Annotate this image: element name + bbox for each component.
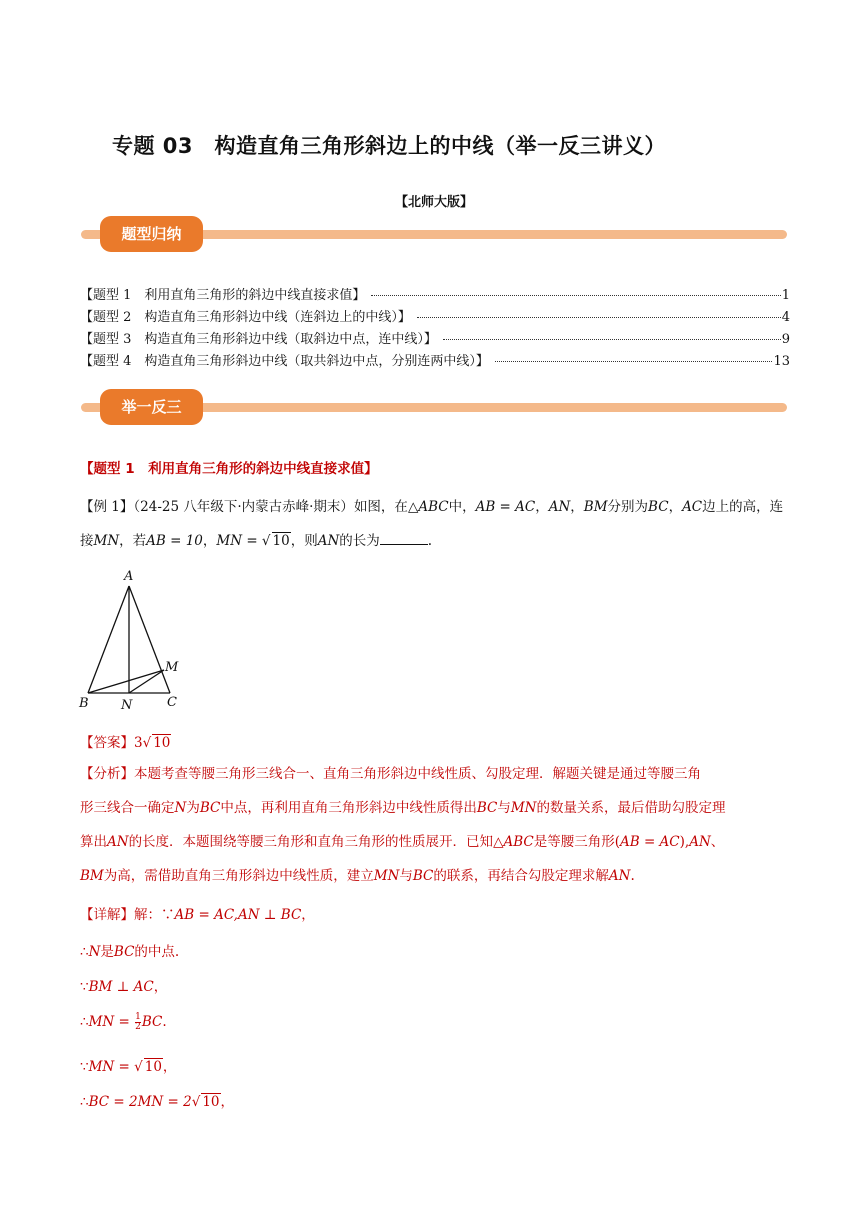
analysis-label: 【分析】 xyxy=(80,766,134,782)
toc-leader-dots xyxy=(443,339,781,340)
example-question: 【例 1】（24-25 八年级下·内蒙古赤峰·期末）如图，在△ABC中，AB = AC，AN，BM分别为BC，AC边上的高，连接MN，若AB = 10，MN = √ 10，则AN的长为 . xyxy=(80,499,784,549)
vertex-label-m: M xyxy=(165,660,179,675)
detail-line-3: ∵BM ⊥ AC， xyxy=(80,979,168,995)
triangle-diagram xyxy=(78,566,198,712)
answer-blank xyxy=(380,530,428,545)
analysis-paragraph: 【分析】本题考查等腰三角形三线合一、直角三角形斜边中线性质、勾股定理．解题关键是通过等腰三角 形三线合一确定N为BC中点，再利用直角三角形斜边中线性质得出BC与MN的数量关系，最后借助勾股定理 算出AN的长度．本题围绕等腰三角形和直角三角形的性质展开．已知△ABC是等腰三角形(AB = AC),AN、 BM为高，需借助直角三角形斜边中线性质，建立MN与BC的联系，再结合勾股定理求解AN. xyxy=(80,766,726,884)
toc-leader-dots xyxy=(371,295,780,296)
toc-item[interactable] xyxy=(80,306,790,328)
vertex-label-n: N xyxy=(121,698,133,712)
toc-item-label: 【题型 2 构造直角三角形斜边中线（连斜边上的中线）】 xyxy=(80,310,411,325)
table-of-contents xyxy=(80,284,790,372)
vertex-label-a: A xyxy=(124,569,134,584)
toc-item-label: 【题型 3 构造直角三角形斜边中线（取斜边中点，连中线）】 xyxy=(80,332,437,347)
detail-line-1: 【详解】解：∵AB = AC,AN ⊥ BC， xyxy=(80,907,315,923)
detail-line-6: ∴BC = 2MN = 2√ 10， xyxy=(80,1094,234,1110)
vertex-label-b: B xyxy=(79,696,89,711)
detail-line-5: ∵MN = √ 10， xyxy=(80,1059,177,1075)
toc-item-label: 【题型 4 构造直角三角形斜边中线（取共斜边中点，分别连两中线）】 xyxy=(80,354,489,369)
vertex-label-c: C xyxy=(167,695,177,710)
toc-item[interactable] xyxy=(80,350,790,372)
edition-label: 【北师大版】 xyxy=(394,195,473,210)
detail-label: 【详解】 xyxy=(80,907,134,923)
toc-leader-dots xyxy=(495,361,773,362)
section-label: 举一反三 xyxy=(100,389,203,425)
toc-item[interactable] xyxy=(80,284,790,306)
example-source: （24-25 八年级下·内蒙古赤峰·期末） xyxy=(133,499,354,515)
toc-item-page: 4 xyxy=(781,310,790,325)
toc-item-page: 1 xyxy=(781,288,790,303)
type1-heading: 【题型 1 利用直角三角形的斜边中线直接求值】 xyxy=(80,461,378,477)
answer-label: 【答案】 xyxy=(80,735,134,751)
section-banner-summary xyxy=(81,216,787,252)
detail-line-2: ∴N是BC的中点. xyxy=(80,944,180,960)
section-label: 题型归纳 xyxy=(100,216,203,252)
toc-item-page: 13 xyxy=(773,354,790,369)
page-title: 专题 03 构造直角三角形斜边上的中线（举一反三讲义） xyxy=(112,134,667,158)
example-label: 【例 1】 xyxy=(80,499,134,515)
toc-item[interactable] xyxy=(80,328,790,350)
toc-leader-dots xyxy=(417,317,781,318)
detail-line-4: ∴MN = $\frac{1}{2}$ BC. xyxy=(80,1012,167,1032)
toc-item-label: 【题型 1 利用直角三角形的斜边中线直接求值】 xyxy=(80,288,366,303)
answer-line: 【答案】3√ 10 xyxy=(80,735,171,751)
toc-item-page: 9 xyxy=(781,332,790,347)
section-banner-practice xyxy=(81,389,787,425)
